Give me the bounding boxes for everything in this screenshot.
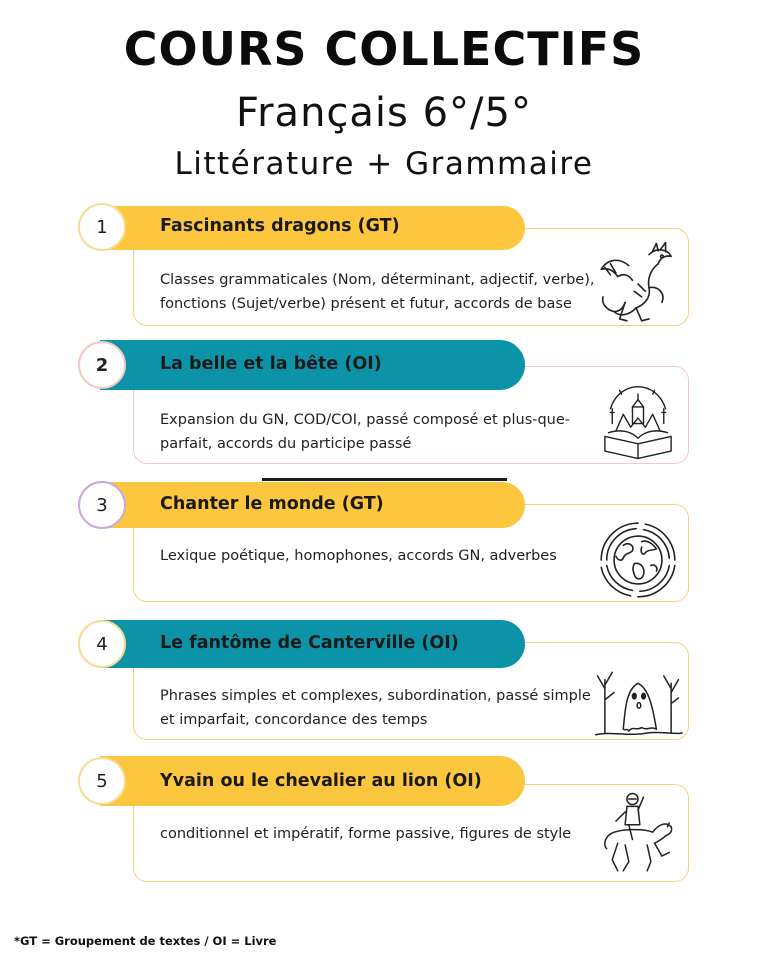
course-number-badge: 5 [78, 757, 126, 805]
course-number-badge: 2 [78, 341, 126, 389]
page-subtitle-secondary: Littérature + Grammaire [174, 146, 594, 182]
course-title: Chanter le monde (GT) [160, 494, 384, 514]
course-item-3 [0, 482, 768, 612]
course-description: Classes grammaticales (Nom, déterminant, adjectif, verbe), fonctions (Sujet/verbe) présent et futur, accords de base [160, 272, 595, 312]
course-description: Phrases simples et complexes, subordination, passé simple et imparfait, concordance des temps [160, 688, 591, 728]
ghost-icon [592, 652, 684, 744]
course-item-1 [0, 206, 768, 336]
course-title: La belle et la bête (OI) [160, 354, 382, 374]
course-description: Expansion du GN, COD/COI, passé composé et plus-que-parfait, accords du participe passé [160, 412, 571, 452]
course-title: Fascinants dragons (GT) [160, 216, 400, 236]
course-title: Yvain ou le chevalier au lion (OI) [160, 771, 482, 791]
globe-icon [592, 514, 684, 606]
course-description: Lexique poétique, homophones, accords GN, adverbes [160, 548, 557, 564]
section-divider [262, 478, 507, 481]
open-book-castle-icon [592, 372, 684, 464]
course-number-badge: 4 [78, 620, 126, 668]
page-title: COURS COLLECTIFS [123, 22, 645, 76]
knight-on-horse-icon [592, 788, 684, 880]
course-number-badge: 3 [78, 481, 126, 529]
course-item-5 [0, 756, 768, 886]
dragon-icon [592, 238, 684, 330]
course-number-badge: 1 [78, 203, 126, 251]
course-title: Le fantôme de Canterville (OI) [160, 633, 459, 653]
course-description: conditionnel et impératif, forme passive, figures de style [160, 826, 572, 842]
course-item-4 [0, 620, 768, 750]
course-item-2 [0, 340, 768, 470]
footnote: *GT = Groupement de textes / OI = Livre [14, 934, 277, 948]
page-subtitle: Français 6°/5° [236, 90, 532, 136]
